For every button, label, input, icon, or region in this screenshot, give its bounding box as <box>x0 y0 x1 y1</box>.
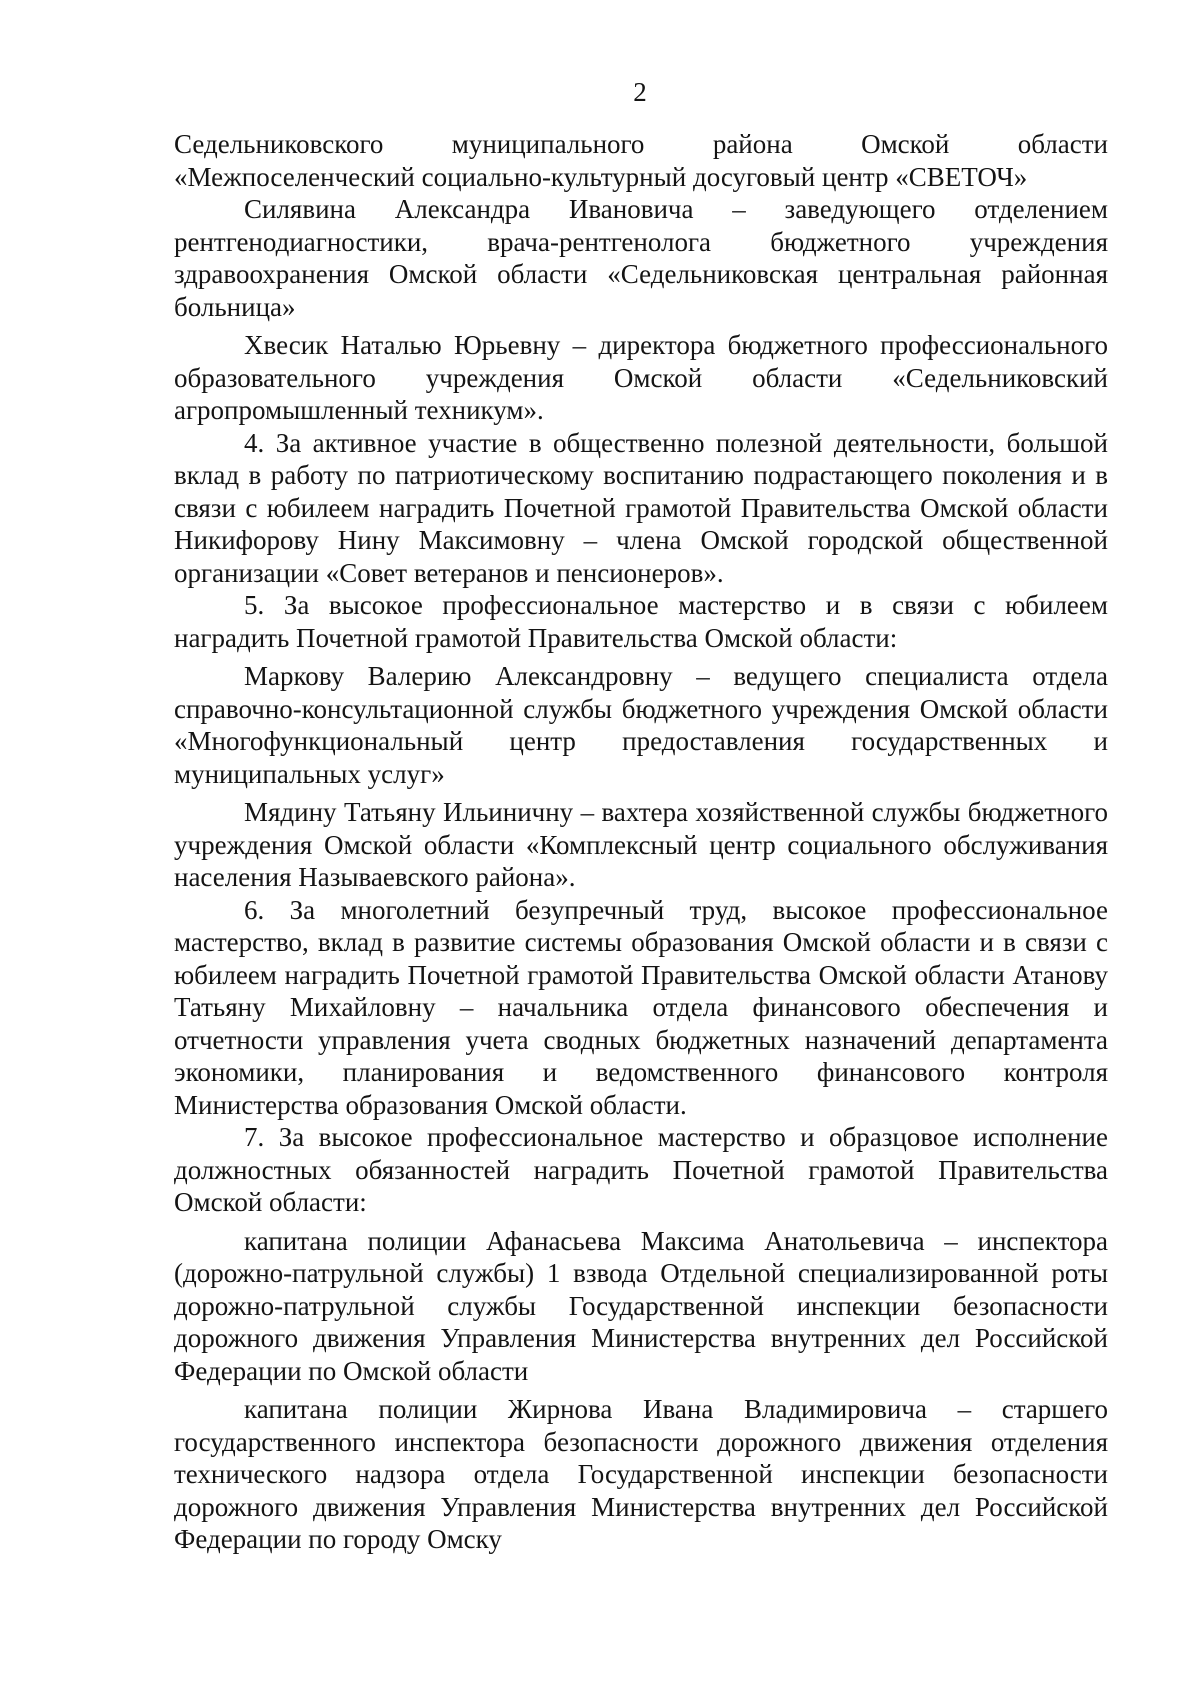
paragraph-myadina: Мядину Татьяну Ильиничну – вахтера хозяйственной службы бюджетного учреждения Омской области «Комплексный центр социального обслуживания населения Называевского района». <box>174 797 1108 892</box>
paragraph-khvesik: Хвесик Наталью Юрьевну – директора бюджетного профессионального образовательного учреждения Омской области «Седельниковский агропромышленный техникум». <box>174 330 1108 425</box>
page-number: 2 <box>633 77 647 107</box>
paragraph-markova: Маркову Валерию Александровну – ведущего специалиста отдела справочно-консультационной службы бюджетного учреждения Омской области «Многофункциональный центр предоставления государственных и муниципальных услуг» <box>174 661 1108 789</box>
paragraph-item-6: 6. За многолетний безупречный труд, высокое профессиональное мастерство, вклад в развитие системы образования Омской области и в связи с юбилеем наградить Почетной грамотой Правительства Омской области Атанову Татьяну Михайловну – начальника отдела финансового обеспечения и отчетности управления учета сводных бюджетных назначений департамента экономики, планирования и ведомственного финансового контроля Министерства образования Омской области. <box>174 894 1108 1120</box>
paragraph-zhirnov: капитана полиции Жирнова Ивана Владимировича – старшего государственного инспектора безопасности дорожного движения отделения технического надзора отдела Государственной инспекции безопасности дорожного движения Управления Министерства внутренних дел Российской Федерации по городу Омску <box>174 1394 1108 1554</box>
paragraph-item-7: 7. За высокое профессиональное мастерство и образцовое исполнение должностных обязанностей наградить Почетной грамотой Правительства Омской области: <box>174 1122 1108 1217</box>
paragraph-item-4: 4. За активное участие в общественно полезной деятельности, большой вклад в работу по патриотическому воспитанию подрастающего поколения и в связи с юбилеем наградить Почетной грамотой Правительства Омской области Никифорову Нину Максимовну – члена Омской городской общественной организации «Совет ветеранов и пенсионеров». <box>174 427 1108 588</box>
document-body <box>174 128 1108 1556</box>
paragraph-continuation: Седельниковского муниципального района Омской области «Межпоселенческий социально-культурный досуговый центр «СВЕТОЧ» <box>174 129 1108 192</box>
paragraph-silyavin: Силявина Александра Ивановича – заведующего отделением рентгенодиагностики, врача-рентгенолога бюджетного учреждения здравоохранения Омской области «Седельниковская центральная районная больница» <box>174 194 1108 322</box>
paragraph-item-5: 5. За высокое профессиональное мастерство и в связи с юбилеем наградить Почетной грамотой Правительства Омской области: <box>174 590 1108 653</box>
paragraph-afanasyev: капитана полиции Афанасьева Максима Анатольевича – инспектора (дорожно-патрульной службы) 1 взвода Отдельной специализированной роты дорожно-патрульной службы Государственной инспекции безопасности дорожного движения Управления Министерства внутренних дел Российской Федерации по Омской области <box>174 1225 1108 1386</box>
